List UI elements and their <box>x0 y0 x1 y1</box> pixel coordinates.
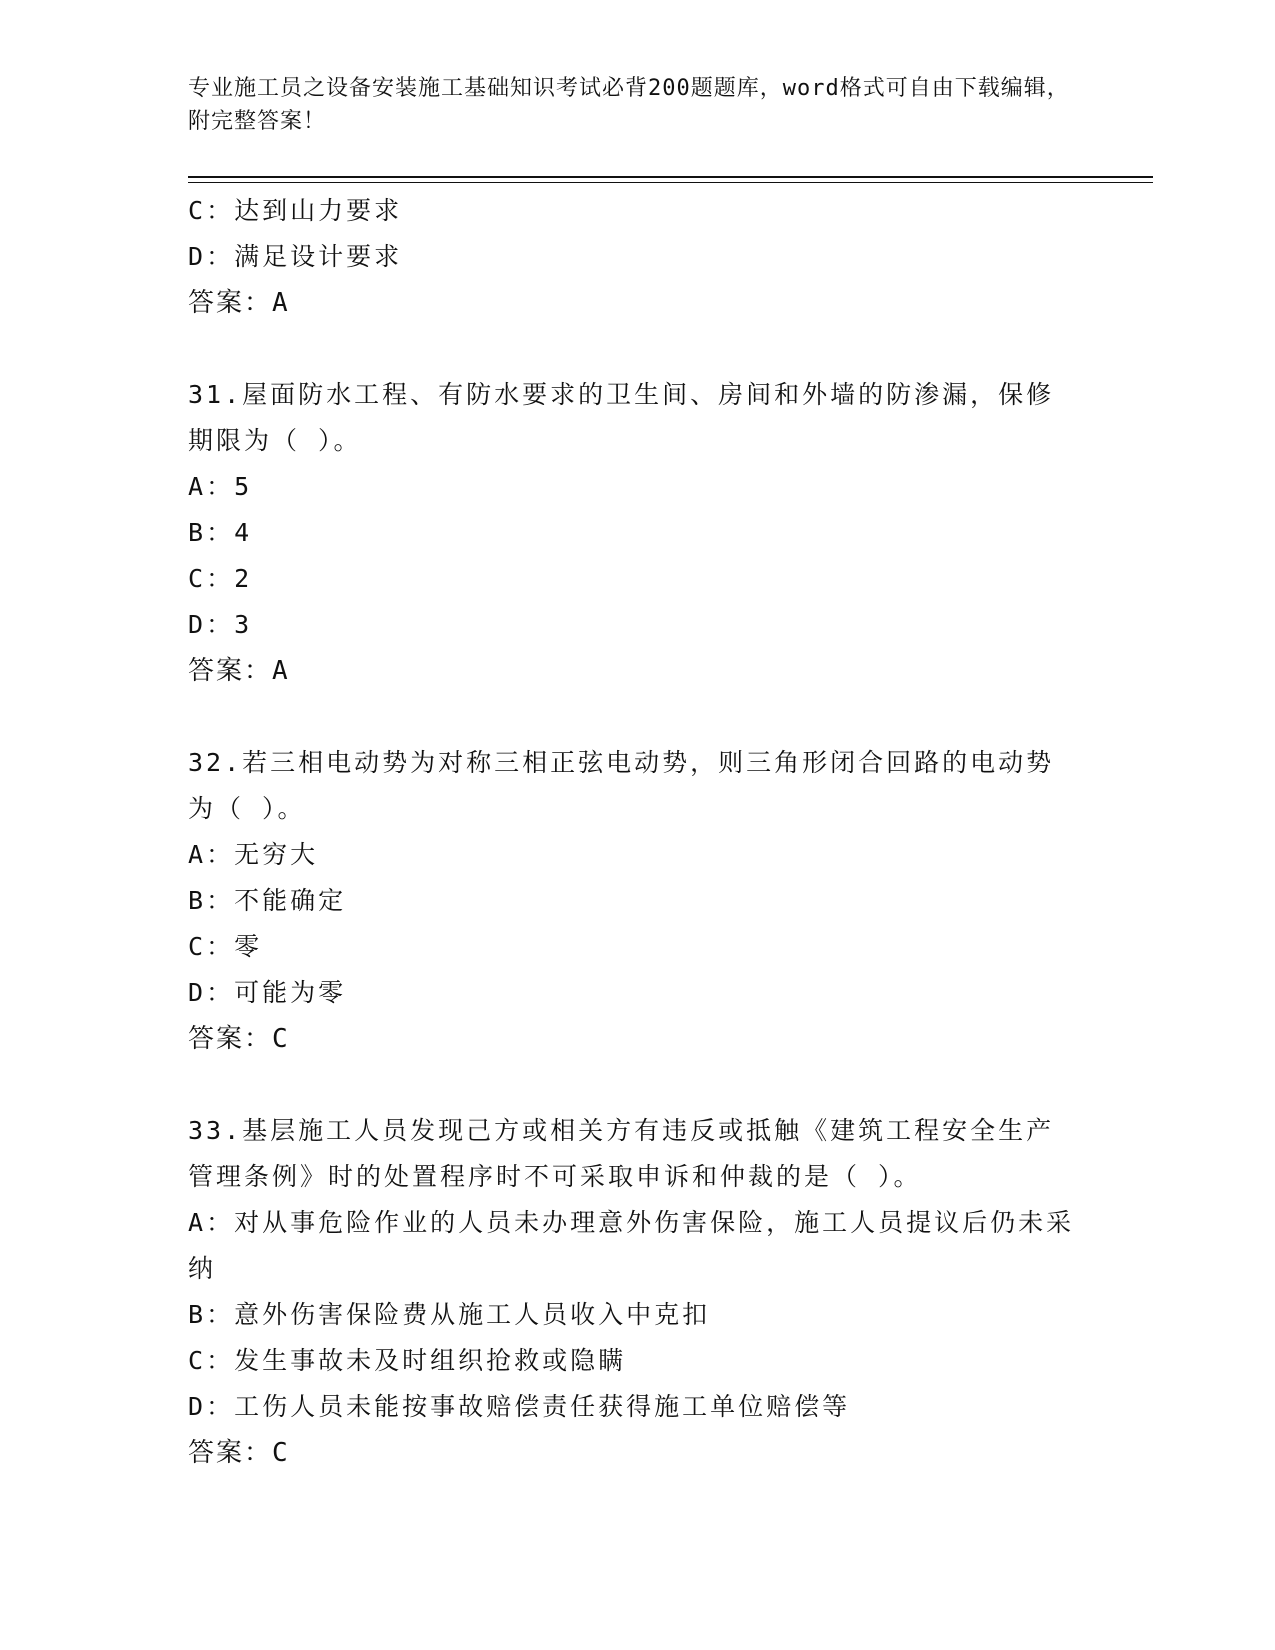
spacer <box>188 326 1088 372</box>
question-stem: 32.若三相电动势为对称三相正弦电动势，则三角形闭合回路的电动势为（ ）。 <box>188 748 1055 823</box>
option-d: D：可能为零 <box>188 978 347 1007</box>
answer-value: C <box>272 1438 290 1468</box>
spacer <box>188 694 1088 740</box>
answer-value: A <box>272 656 290 686</box>
answer-line: 答案：C <box>188 1438 290 1468</box>
answer-line: 答案：A <box>188 656 290 686</box>
spacer <box>188 1062 1088 1108</box>
option-c: C：发生事故未及时组织抢救或隐瞒 <box>188 1346 627 1375</box>
question-33 <box>188 1108 1088 1476</box>
option-d: D：3 <box>188 610 253 639</box>
question-stem: 33.基层施工人员发现己方或相关方有违反或抵触《建筑工程安全生产管理条例》时的处置程序时不可采取申诉和仲裁的是（ ）。 <box>188 1116 1055 1191</box>
option-b: B：不能确定 <box>188 886 347 915</box>
question-stem: 31.屋面防水工程、有防水要求的卫生间、房间和外墙的防渗漏，保修期限为（ ）。 <box>188 380 1055 455</box>
question-31 <box>188 372 1088 694</box>
answer-line: 答案：A <box>188 288 290 318</box>
option-a: A：5 <box>188 472 253 501</box>
answer-value: A <box>272 288 290 318</box>
answer-value: C <box>272 1024 290 1054</box>
option-d: D：工伤人员未能按事故赔偿责任获得施工单位赔偿等 <box>188 1392 851 1421</box>
option-c: C：零 <box>188 932 263 961</box>
option-b: B：意外伤害保险费从施工人员收入中克扣 <box>188 1300 711 1329</box>
answer-line: 答案：C <box>188 1024 290 1054</box>
option-a: A：对从事危险作业的人员未办理意外伤害保险，施工人员提议后仍未采纳 <box>188 1208 1075 1283</box>
question-32 <box>188 740 1088 1062</box>
question-content <box>188 188 1088 1476</box>
header-rule-thick <box>188 176 1153 178</box>
option-a: A：无穷大 <box>188 840 319 869</box>
option-c: C：达到山力要求 <box>188 196 403 225</box>
document-header: 专业施工员之设备安装施工基础知识考试必背200题题库，word格式可自由下载编辑，附完整答案！ <box>188 76 1070 134</box>
option-c: C：2 <box>188 564 253 593</box>
option-d: D：满足设计要求 <box>188 242 403 271</box>
option-b: B：4 <box>188 518 253 547</box>
question-fragment <box>188 188 1088 326</box>
header-rule-thin <box>188 182 1153 183</box>
